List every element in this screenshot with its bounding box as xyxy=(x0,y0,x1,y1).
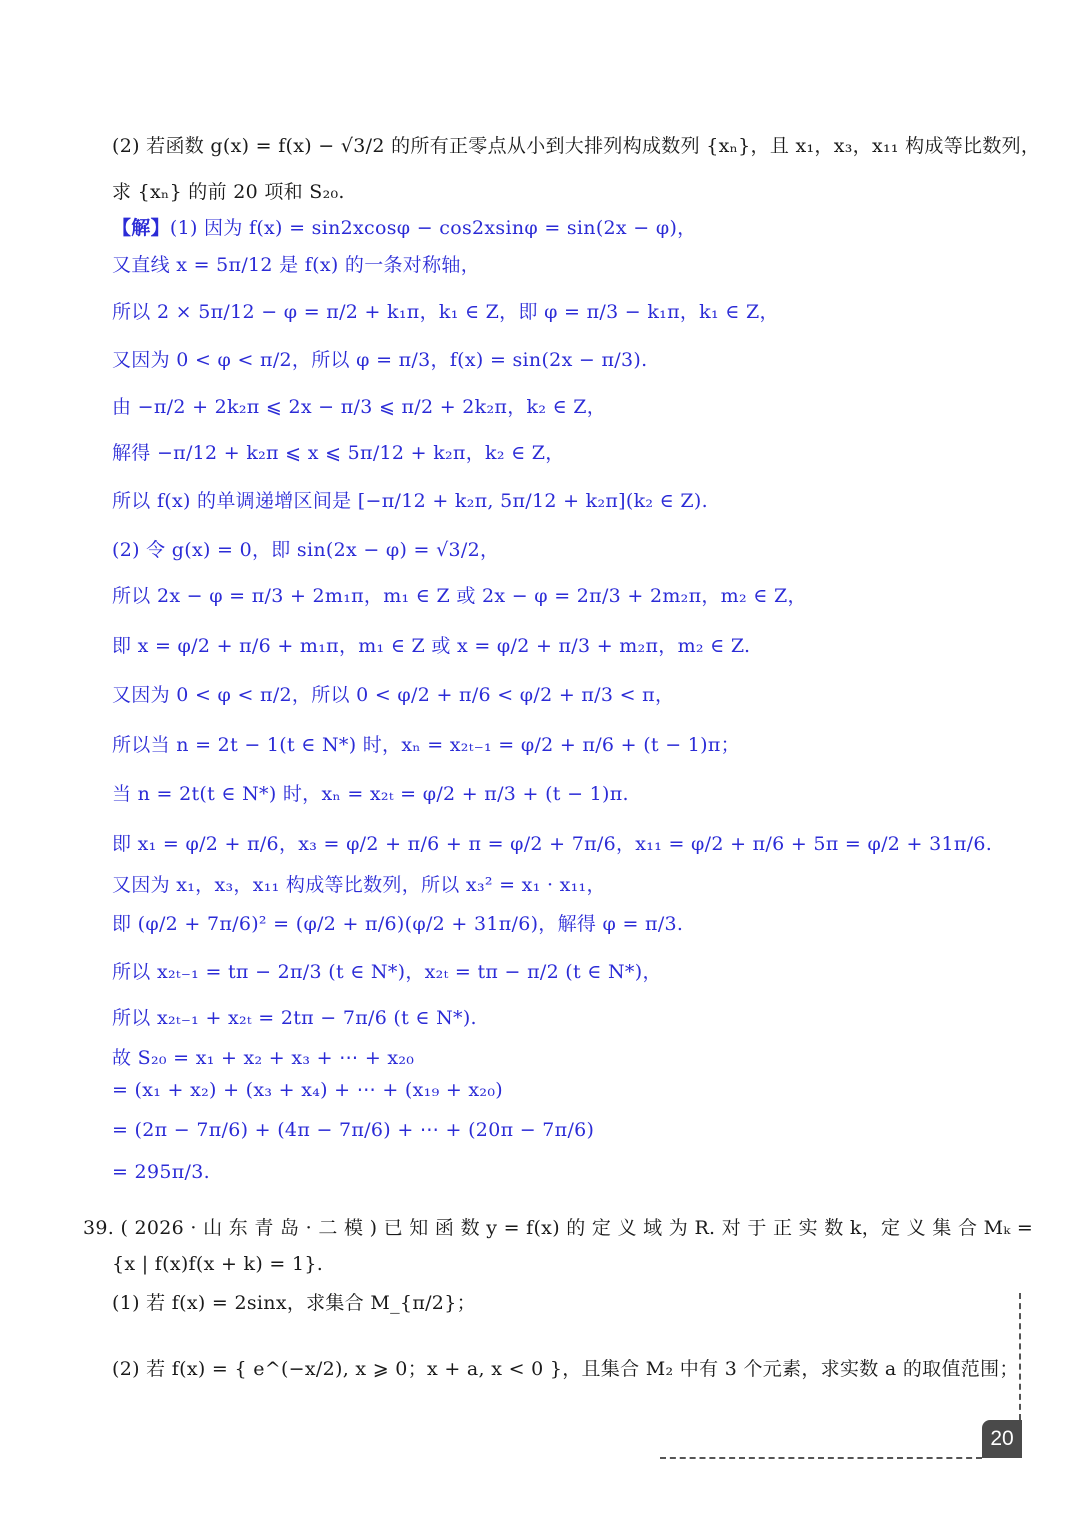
solution-line-19: = (x₁ + x₂) + (x₃ + x₄) + ⋯ + (x₁₉ + x₂₀) xyxy=(112,1079,503,1101)
solution-line-13: 即 x₁ = φ/2 + π/6，x₃ = φ/2 + π/6 + π = φ/2 + 7π/6，x₁₁ = φ/2 + π/6 + 5π = φ/2 + 31π/6. xyxy=(112,833,993,855)
solution-line-8: 所以 2x − φ = π/3 + 2m₁π，m₁ ∈ Z 或 2x − φ = 2π/3 + 2m₂π，m₂ ∈ Z， xyxy=(112,585,807,607)
solution-line-17: 所以 x₂ₜ₋₁ + x₂ₜ = 2tπ − 7π/6 (t ∈ N*). xyxy=(112,1007,477,1029)
question-part2-line1: (2) 若函数 g(x) = f(x) − √3/2 的所有正零点从小到大排列构成数列 {xₙ}，且 x₁，x₃，x₁₁ 构成等比数列， xyxy=(112,135,1041,157)
solution-line-5: 解得 −π/12 + k₂π ⩽ x ⩽ 5π/12 + k₂π，k₂ ∈ Z， xyxy=(112,442,565,464)
solution-line-4: 由 −π/2 + 2k₂π ⩽ 2x − π/3 ⩽ π/2 + 2k₂π，k₂ ∈ Z， xyxy=(112,396,607,418)
solution-line-18: 故 S₂₀ = x₁ + x₂ + x₃ + ⋯ + x₂₀ xyxy=(112,1047,415,1069)
solution-line-2: 所以 2 × 5π/12 − φ = π/2 + k₁π，k₁ ∈ Z，即 φ = π/3 − k₁π，k₁ ∈ Z， xyxy=(112,301,779,323)
solution-line-14: 又因为 x₁，x₃，x₁₁ 构成等比数列，所以 x₃² = x₁ · x₁₁， xyxy=(112,874,606,896)
solution-line-6: 所以 f(x) 的单调递增区间是 [−π/12 + k₂π, 5π/12 + k₂π](k₂ ∈ Z). xyxy=(112,490,708,512)
page-border-dashed-horizontal xyxy=(660,1457,982,1459)
solution-line-15: 即 (φ/2 + 7π/6)² = (φ/2 + π/6)(φ/2 + 31π/6)，解得 φ = π/3. xyxy=(112,913,684,935)
solution-line-3: 又因为 0 < φ < π/2，所以 φ = π/3，f(x) = sin(2x − π/3). xyxy=(112,349,648,371)
solution-line-16: 所以 x₂ₜ₋₁ = tπ − 2π/3 (t ∈ N*)，x₂ₜ = tπ − π/2 (t ∈ N*)， xyxy=(112,961,662,983)
solution-line-0 xyxy=(112,216,696,240)
page-border-dashed-vertical xyxy=(1019,1293,1021,1420)
question-39-line2: {x | f(x)f(x + k) = 1}. xyxy=(112,1253,324,1275)
solution-line-7: (2) 令 g(x) = 0，即 sin(2x − φ) = √3/2， xyxy=(112,539,500,561)
solution-line-1: 又直线 x = 5π/12 是 f(x) 的一条对称轴， xyxy=(112,254,480,276)
question-39-part1: (1) 若 f(x) = 2sinx，求集合 M_{π/2}； xyxy=(112,1292,476,1314)
question-39-line1: 39. ( 2026 · 山 东 青 岛 · 二 模 ) 已 知 函 数 y = f(x) 的 定 义 域 为 R. 对 于 正 实 数 k，定 义 集 合 Mₖ = xyxy=(83,1217,1034,1239)
solution-line-10: 又因为 0 < φ < π/2，所以 0 < φ/2 + π/6 < φ/2 + π/3 < π， xyxy=(112,684,675,706)
solution-line-12: 当 n = 2t(t ∈ N*) 时，xₙ = x₂ₜ = φ/2 + π/3 + (t − 1)π. xyxy=(112,783,629,805)
question-part2-line2: 求 {xₙ} 的前 20 项和 S₂₀. xyxy=(112,181,345,203)
solution-line-9: 即 x = φ/2 + π/6 + m₁π，m₁ ∈ Z 或 x = φ/2 + π/3 + m₂π，m₂ ∈ Z. xyxy=(112,635,751,657)
question-39-part2: (2) 若 f(x) = { e^(−x/2), x ⩾ 0；x + a, x < 0 }，且集合 M₂ 中有 3 个元素，求实数 a 的取值范围； xyxy=(112,1358,1019,1380)
solution-text: (1) 因为 f(x) = sin2xcosφ − cos2xsinφ = sin(2x − φ)， xyxy=(169,217,697,239)
solution-line-21: = 295π/3. xyxy=(112,1161,210,1183)
solution-line-20: = (2π − 7π/6) + (4π − 7π/6) + ⋯ + (20π − 7π/6) xyxy=(112,1119,595,1141)
page-number: 20 xyxy=(982,1420,1022,1458)
solution-tag: 【解】 xyxy=(112,217,170,239)
solution-line-11: 所以当 n = 2t − 1(t ∈ N*) 时，xₙ = x₂ₜ₋₁ = φ/2 + π/6 + (t − 1)π； xyxy=(112,734,740,756)
